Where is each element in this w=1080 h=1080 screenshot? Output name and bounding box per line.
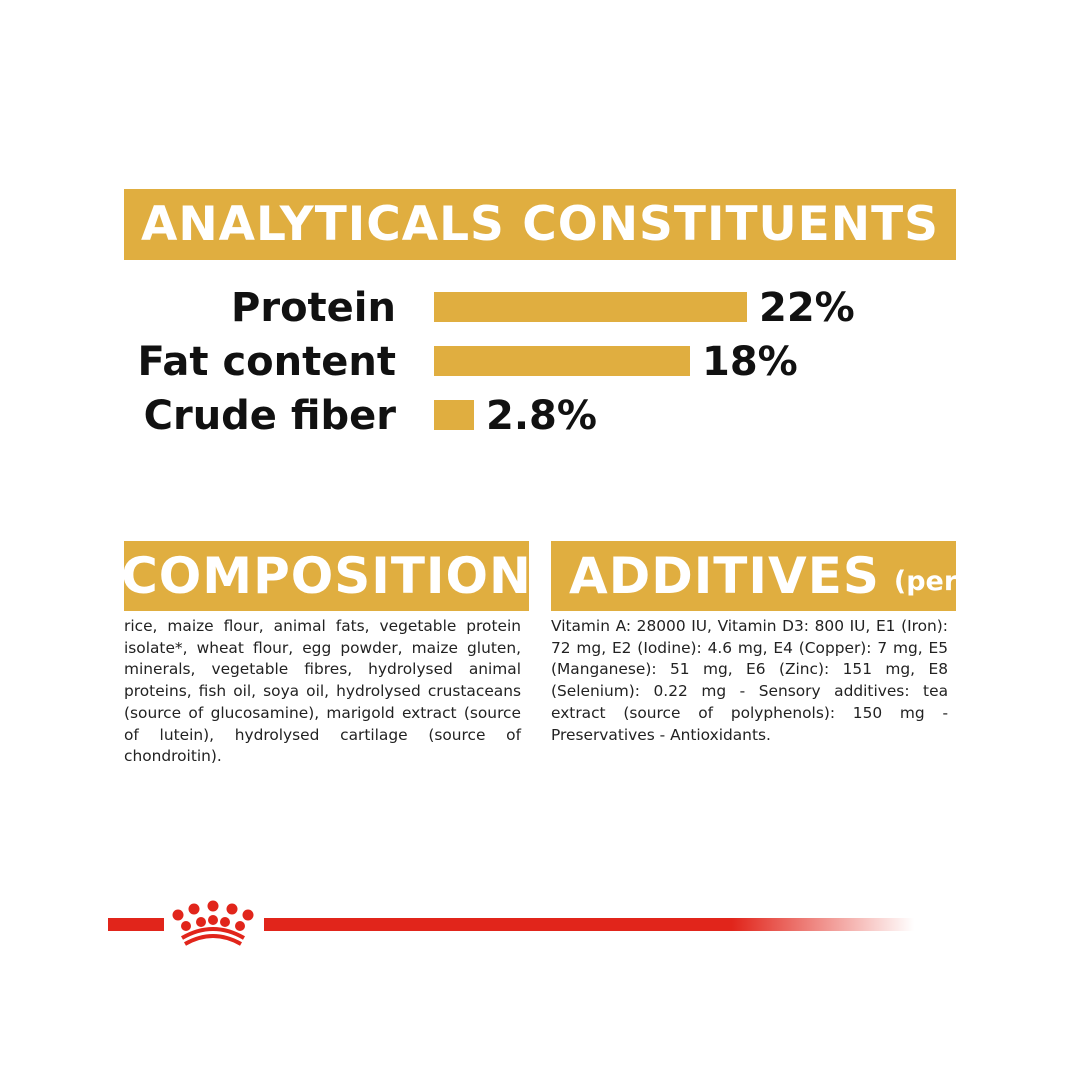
nutrient-bar: [434, 292, 747, 322]
nutrient-label: Fat content: [137, 339, 396, 385]
additives-text: Vitamin A: 28000 IU, Vitamin D3: 800 IU, E1 (Iron): 72 mg, E2 (Iodine): 4.6 mg, E4 (Copper): 7 mg, E5 (Manganese): 51 mg, E6 (Zinc): 151 mg, E8 (Selenium): 0.22 mg - Sensory additives: tea extract (source of polyphenols): 150 mg - Preservatives - Antioxidants.: [551, 617, 948, 744]
analytics-title: ANALYTICALS CONSTITUENTS: [124, 189, 956, 260]
nutrient-bar: [434, 346, 690, 376]
additives-unit: (per kg): [893, 565, 1017, 597]
additives-header: [551, 541, 1017, 611]
nutrient-label: Protein: [231, 285, 396, 331]
nutrient-bar: [434, 400, 474, 430]
nutrient-value: 22%: [759, 285, 855, 331]
composition-text: rice, maize flour, animal fats, vegetable protein isolate*, wheat flour, egg powder, maize gluten, minerals, vegetable fibres, hydrolysed animal proteins, fish oil, soya oil, hydrolysed crustaceans (source of glucosamine), marigold extract (source of lutein), hydrolysed cartilage (source of chondroitin).: [124, 617, 521, 766]
nutrient-label: Crude fiber: [143, 393, 396, 439]
additives-title: ADDITIVES: [569, 547, 880, 605]
crown-icon: [166, 898, 260, 948]
footer-line-right: [264, 918, 914, 931]
nutrient-value: 2.8%: [486, 393, 597, 439]
footer-line-left: [108, 918, 164, 931]
composition-title: COMPOSITION: [124, 541, 529, 611]
nutrient-value: 18%: [702, 339, 798, 385]
